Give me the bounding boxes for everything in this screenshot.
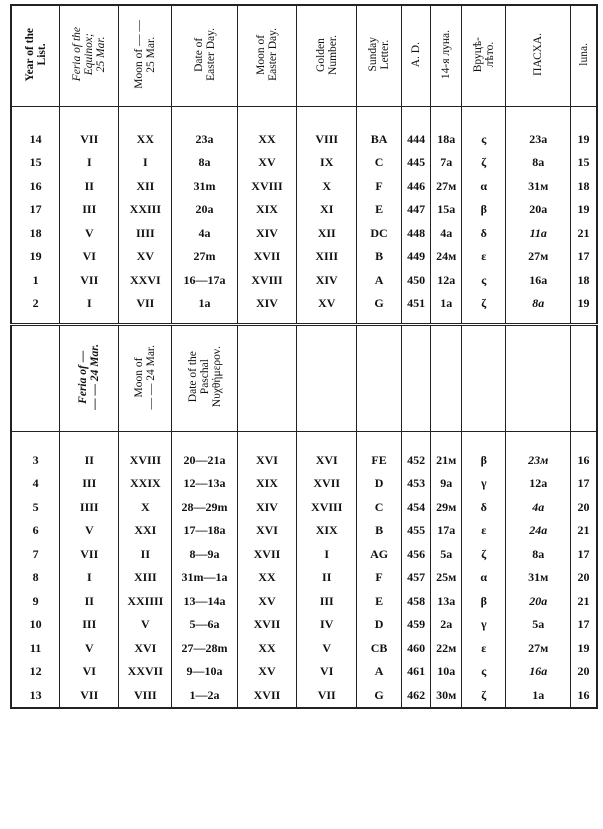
cell-golden: XVIII <box>297 495 357 519</box>
cell-feria: I <box>60 566 119 590</box>
cell-moon: VIII <box>119 683 172 708</box>
cell-moon: XXVII <box>119 660 172 684</box>
cell-golden: XVII <box>297 472 357 496</box>
cell-vruts: ς <box>462 127 506 151</box>
cell-year: 3 <box>11 448 60 472</box>
header-feria: Feria of the Equinox; 25 Mar. <box>60 5 119 107</box>
cell-year: 10 <box>11 613 60 637</box>
mid-header-row <box>11 325 597 432</box>
cell-moon: I <box>119 151 172 175</box>
cell-sunday: B <box>357 245 401 269</box>
cell-golden: VII <box>297 683 357 708</box>
cell-date: 16—17a <box>172 268 238 292</box>
cell-ad: 445 <box>401 151 431 175</box>
cell-date: 20a <box>172 198 238 222</box>
cell-luna14: 22м <box>431 636 462 660</box>
header-year: Year of the List. <box>11 5 60 107</box>
cell-ad: 453 <box>401 472 431 496</box>
cell-moon-easter: XVI <box>237 519 296 543</box>
cell-vruts: γ <box>462 613 506 637</box>
cell-pascha: 23м <box>506 448 571 472</box>
cell-date: 27m <box>172 245 238 269</box>
cell-year: 7 <box>11 542 60 566</box>
cell-luna: 19 <box>571 198 598 222</box>
table-row <box>11 198 597 222</box>
cell-luna: 18 <box>571 174 598 198</box>
cell-luna14: 1a <box>431 292 462 316</box>
cell-vruts: α <box>462 174 506 198</box>
cell-sunday: C <box>357 151 401 175</box>
table-row <box>11 127 597 151</box>
cell-vruts: ς <box>462 660 506 684</box>
cell-feria: III <box>60 472 119 496</box>
cell-pascha: 8a <box>506 542 571 566</box>
header-moon: Moon of — — 25 Mar. <box>119 5 172 107</box>
cell-pascha: 27м <box>506 636 571 660</box>
cell-pascha: 20a <box>506 589 571 613</box>
cell-moon: XXIX <box>119 472 172 496</box>
cell-golden: XIX <box>297 519 357 543</box>
cell-moon: IIII <box>119 221 172 245</box>
cell-date: 12—13a <box>172 472 238 496</box>
cell-luna14: 7a <box>431 151 462 175</box>
cell-feria: III <box>60 613 119 637</box>
cell-luna14: 4a <box>431 221 462 245</box>
cell-moon-easter: XVII <box>237 683 296 708</box>
cell-year: 4 <box>11 472 60 496</box>
cell-vruts: β <box>462 448 506 472</box>
cell-luna14: 18a <box>431 127 462 151</box>
cell-pascha: 5a <box>506 613 571 637</box>
cell-vruts: δ <box>462 221 506 245</box>
cell-luna: 20 <box>571 566 598 590</box>
cell-luna14: 9a <box>431 472 462 496</box>
cell-moon-easter: XVII <box>237 245 296 269</box>
cell-luna14: 15a <box>431 198 462 222</box>
cell-date: 20—21a <box>172 448 238 472</box>
cell-feria: III <box>60 198 119 222</box>
cell-sunday: C <box>357 495 401 519</box>
header-date: Date of Easter Day. <box>172 5 238 107</box>
cell-sunday: A <box>357 660 401 684</box>
cell-golden: XIV <box>297 268 357 292</box>
cell-luna14: 17a <box>431 519 462 543</box>
cell-pascha: 16a <box>506 660 571 684</box>
cell-golden: IX <box>297 151 357 175</box>
cell-date: 8a <box>172 151 238 175</box>
table-row <box>11 268 597 292</box>
cell-golden: I <box>297 542 357 566</box>
cell-ad: 450 <box>401 268 431 292</box>
header-golden: Golden Number. <box>297 5 357 107</box>
table-row <box>11 448 597 472</box>
cell-year: 9 <box>11 589 60 613</box>
table-row <box>11 519 597 543</box>
cell-moon: XXIIII <box>119 589 172 613</box>
cell-sunday: E <box>357 198 401 222</box>
cell-luna: 20 <box>571 660 598 684</box>
cell-moon-easter: XVIII <box>237 174 296 198</box>
cell-ad: 461 <box>401 660 431 684</box>
cell-sunday: AG <box>357 542 401 566</box>
cell-moon: XXVI <box>119 268 172 292</box>
cell-moon-easter: XX <box>237 566 296 590</box>
cell-feria: VII <box>60 268 119 292</box>
cell-luna14: 10a <box>431 660 462 684</box>
cell-feria: V <box>60 221 119 245</box>
cell-ad: 451 <box>401 292 431 316</box>
table-row <box>11 151 597 175</box>
cell-vruts: ε <box>462 519 506 543</box>
cell-luna: 18 <box>571 268 598 292</box>
cell-pascha: 4a <box>506 495 571 519</box>
cell-ad: 458 <box>401 589 431 613</box>
table-row <box>11 636 597 660</box>
cell-date: 8—9a <box>172 542 238 566</box>
cell-sunday: E <box>357 589 401 613</box>
cell-feria: VII <box>60 683 119 708</box>
cell-luna14: 29м <box>431 495 462 519</box>
cell-luna14: 27м <box>431 174 462 198</box>
cell-vruts: δ <box>462 495 506 519</box>
header-moon-easter: Moon of Easter Day. <box>237 5 296 107</box>
cell-ad: 460 <box>401 636 431 660</box>
easter-table <box>10 4 598 709</box>
cell-ad: 447 <box>401 198 431 222</box>
cell-year: 16 <box>11 174 60 198</box>
cell-date: 28—29m <box>172 495 238 519</box>
cell-moon-easter: XIX <box>237 472 296 496</box>
cell-ad: 455 <box>401 519 431 543</box>
table-row <box>11 245 597 269</box>
cell-moon: II <box>119 542 172 566</box>
cell-luna: 19 <box>571 636 598 660</box>
cell-pascha: 8a <box>506 292 571 316</box>
header-pascha: ПАСХА. <box>506 5 571 107</box>
cell-year: 5 <box>11 495 60 519</box>
cell-moon: XX <box>119 127 172 151</box>
cell-moon-easter: XX <box>237 636 296 660</box>
cell-feria: VII <box>60 127 119 151</box>
cell-sunday: D <box>357 472 401 496</box>
cell-feria: VI <box>60 660 119 684</box>
cell-moon: XVI <box>119 636 172 660</box>
table-row <box>11 589 597 613</box>
cell-ad: 454 <box>401 495 431 519</box>
cell-moon-easter: XX <box>237 127 296 151</box>
cell-golden: VI <box>297 660 357 684</box>
cell-year: 8 <box>11 566 60 590</box>
cell-year: 15 <box>11 151 60 175</box>
cell-moon: XII <box>119 174 172 198</box>
cell-luna14: 13a <box>431 589 462 613</box>
cell-feria: V <box>60 636 119 660</box>
cell-feria: I <box>60 292 119 316</box>
cell-luna: 17 <box>571 542 598 566</box>
table-row <box>11 174 597 198</box>
cell-sunday: A <box>357 268 401 292</box>
table-row <box>11 221 597 245</box>
cell-luna: 19 <box>571 292 598 316</box>
cell-golden: V <box>297 636 357 660</box>
cell-vruts: ζ <box>462 292 506 316</box>
table-row <box>11 683 597 708</box>
cell-year: 6 <box>11 519 60 543</box>
cell-luna: 17 <box>571 472 598 496</box>
cell-pascha: 12a <box>506 472 571 496</box>
cell-vruts: ς <box>462 268 506 292</box>
cell-feria: I <box>60 151 119 175</box>
cell-moon: VII <box>119 292 172 316</box>
cell-sunday: B <box>357 519 401 543</box>
cell-golden: XV <box>297 292 357 316</box>
cell-moon: XXIII <box>119 198 172 222</box>
header-vruts: Вруцѣ- лѣто. <box>462 5 506 107</box>
cell-year: 19 <box>11 245 60 269</box>
cell-moon: XVIII <box>119 448 172 472</box>
cell-ad: 457 <box>401 566 431 590</box>
cell-vruts: ζ <box>462 151 506 175</box>
cell-vruts: ε <box>462 245 506 269</box>
cell-luna: 21 <box>571 221 598 245</box>
cell-moon-easter: XIX <box>237 198 296 222</box>
cell-date: 5—6a <box>172 613 238 637</box>
cell-ad: 456 <box>401 542 431 566</box>
table-body-top <box>11 107 597 316</box>
cell-luna: 15 <box>571 151 598 175</box>
cell-pascha: 20a <box>506 198 571 222</box>
cell-feria: VII <box>60 542 119 566</box>
cell-golden: XII <box>297 221 357 245</box>
cell-date: 31m <box>172 174 238 198</box>
cell-vruts: β <box>462 589 506 613</box>
cell-year: 1 <box>11 268 60 292</box>
cell-date: 9—10a <box>172 660 238 684</box>
cell-moon-easter: XIV <box>237 292 296 316</box>
cell-luna14: 25м <box>431 566 462 590</box>
header-luna: luna. <box>571 5 598 107</box>
header-ad: A. D. <box>401 5 431 107</box>
cell-sunday: D <box>357 613 401 637</box>
cell-pascha: 11a <box>506 221 571 245</box>
cell-golden: III <box>297 589 357 613</box>
cell-date: 31m—1a <box>172 566 238 590</box>
cell-ad: 448 <box>401 221 431 245</box>
cell-vruts: γ <box>462 472 506 496</box>
cell-moon-easter: XVI <box>237 448 296 472</box>
cell-luna14: 12a <box>431 268 462 292</box>
cell-vruts: ε <box>462 636 506 660</box>
table-row <box>11 660 597 684</box>
cell-moon: XIII <box>119 566 172 590</box>
cell-luna: 19 <box>571 127 598 151</box>
cell-ad: 459 <box>401 613 431 637</box>
cell-luna: 16 <box>571 448 598 472</box>
cell-year: 18 <box>11 221 60 245</box>
cell-luna: 21 <box>571 519 598 543</box>
cell-date: 23a <box>172 127 238 151</box>
cell-sunday: F <box>357 566 401 590</box>
cell-sunday: BA <box>357 127 401 151</box>
cell-sunday: G <box>357 683 401 708</box>
section-separator <box>11 315 597 448</box>
cell-pascha: 24a <box>506 519 571 543</box>
cell-ad: 446 <box>401 174 431 198</box>
cell-ad: 444 <box>401 127 431 151</box>
table-row <box>11 495 597 519</box>
cell-luna: 17 <box>571 245 598 269</box>
cell-pascha: 1a <box>506 683 571 708</box>
table-body-bottom <box>11 448 597 708</box>
cell-moon: XV <box>119 245 172 269</box>
cell-moon-easter: XVII <box>237 542 296 566</box>
cell-moon-easter: XIV <box>237 495 296 519</box>
cell-luna: 16 <box>571 683 598 708</box>
cell-moon-easter: XVIII <box>237 268 296 292</box>
cell-luna14: 21м <box>431 448 462 472</box>
cell-ad: 452 <box>401 448 431 472</box>
cell-date: 1a <box>172 292 238 316</box>
cell-date: 13—14a <box>172 589 238 613</box>
cell-golden: XVI <box>297 448 357 472</box>
cell-ad: 449 <box>401 245 431 269</box>
cell-golden: X <box>297 174 357 198</box>
cell-vruts: ζ <box>462 683 506 708</box>
cell-golden: XI <box>297 198 357 222</box>
cell-moon: X <box>119 495 172 519</box>
cell-sunday: DC <box>357 221 401 245</box>
table-row <box>11 292 597 316</box>
cell-feria: IIII <box>60 495 119 519</box>
table-row <box>11 613 597 637</box>
cell-golden: II <box>297 566 357 590</box>
cell-date: 4a <box>172 221 238 245</box>
table-row <box>11 472 597 496</box>
header-row <box>11 5 597 107</box>
document-page <box>10 4 598 709</box>
table-row <box>11 566 597 590</box>
cell-pascha: 8a <box>506 151 571 175</box>
cell-luna14: 24м <box>431 245 462 269</box>
cell-vruts: α <box>462 566 506 590</box>
cell-luna: 21 <box>571 589 598 613</box>
cell-pascha: 31м <box>506 566 571 590</box>
cell-year: 13 <box>11 683 60 708</box>
cell-year: 17 <box>11 198 60 222</box>
cell-moon-easter: XV <box>237 589 296 613</box>
cell-feria: II <box>60 589 119 613</box>
cell-golden: VIII <box>297 127 357 151</box>
table-row <box>11 542 597 566</box>
cell-luna: 20 <box>571 495 598 519</box>
cell-ad: 462 <box>401 683 431 708</box>
header-sunday: Sunday Letter. <box>357 5 401 107</box>
cell-feria: VI <box>60 245 119 269</box>
mid-header-moon: Moon of — — 24 Mar. <box>119 325 172 432</box>
cell-date: 17—18a <box>172 519 238 543</box>
cell-sunday: CB <box>357 636 401 660</box>
spacer-row <box>11 107 597 128</box>
cell-vruts: β <box>462 198 506 222</box>
cell-sunday: F <box>357 174 401 198</box>
cell-moon-easter: XV <box>237 151 296 175</box>
cell-golden: IV <box>297 613 357 637</box>
header-luna14: 14-я луна. <box>431 5 462 107</box>
cell-feria: II <box>60 174 119 198</box>
cell-moon-easter: XVII <box>237 613 296 637</box>
cell-pascha: 27м <box>506 245 571 269</box>
cell-moon: V <box>119 613 172 637</box>
cell-luna14: 5a <box>431 542 462 566</box>
cell-moon-easter: XIV <box>237 221 296 245</box>
cell-sunday: FE <box>357 448 401 472</box>
cell-date: 1—2a <box>172 683 238 708</box>
cell-moon: XXI <box>119 519 172 543</box>
cell-date: 27—28m <box>172 636 238 660</box>
mid-header-date: Date of the Paschal Νυχθήμερον. <box>172 325 238 432</box>
mid-header-feria: Feria of — — — 24 Mar. <box>60 325 119 432</box>
cell-year: 11 <box>11 636 60 660</box>
cell-pascha: 31м <box>506 174 571 198</box>
cell-feria: V <box>60 519 119 543</box>
cell-luna14: 2a <box>431 613 462 637</box>
cell-luna14: 30м <box>431 683 462 708</box>
cell-sunday: G <box>357 292 401 316</box>
cell-golden: XIII <box>297 245 357 269</box>
cell-pascha: 23a <box>506 127 571 151</box>
cell-feria: II <box>60 448 119 472</box>
cell-vruts: ζ <box>462 542 506 566</box>
cell-moon-easter: XV <box>237 660 296 684</box>
cell-luna: 17 <box>571 613 598 637</box>
cell-pascha: 16a <box>506 268 571 292</box>
cell-year: 2 <box>11 292 60 316</box>
cell-year: 12 <box>11 660 60 684</box>
cell-year: 14 <box>11 127 60 151</box>
